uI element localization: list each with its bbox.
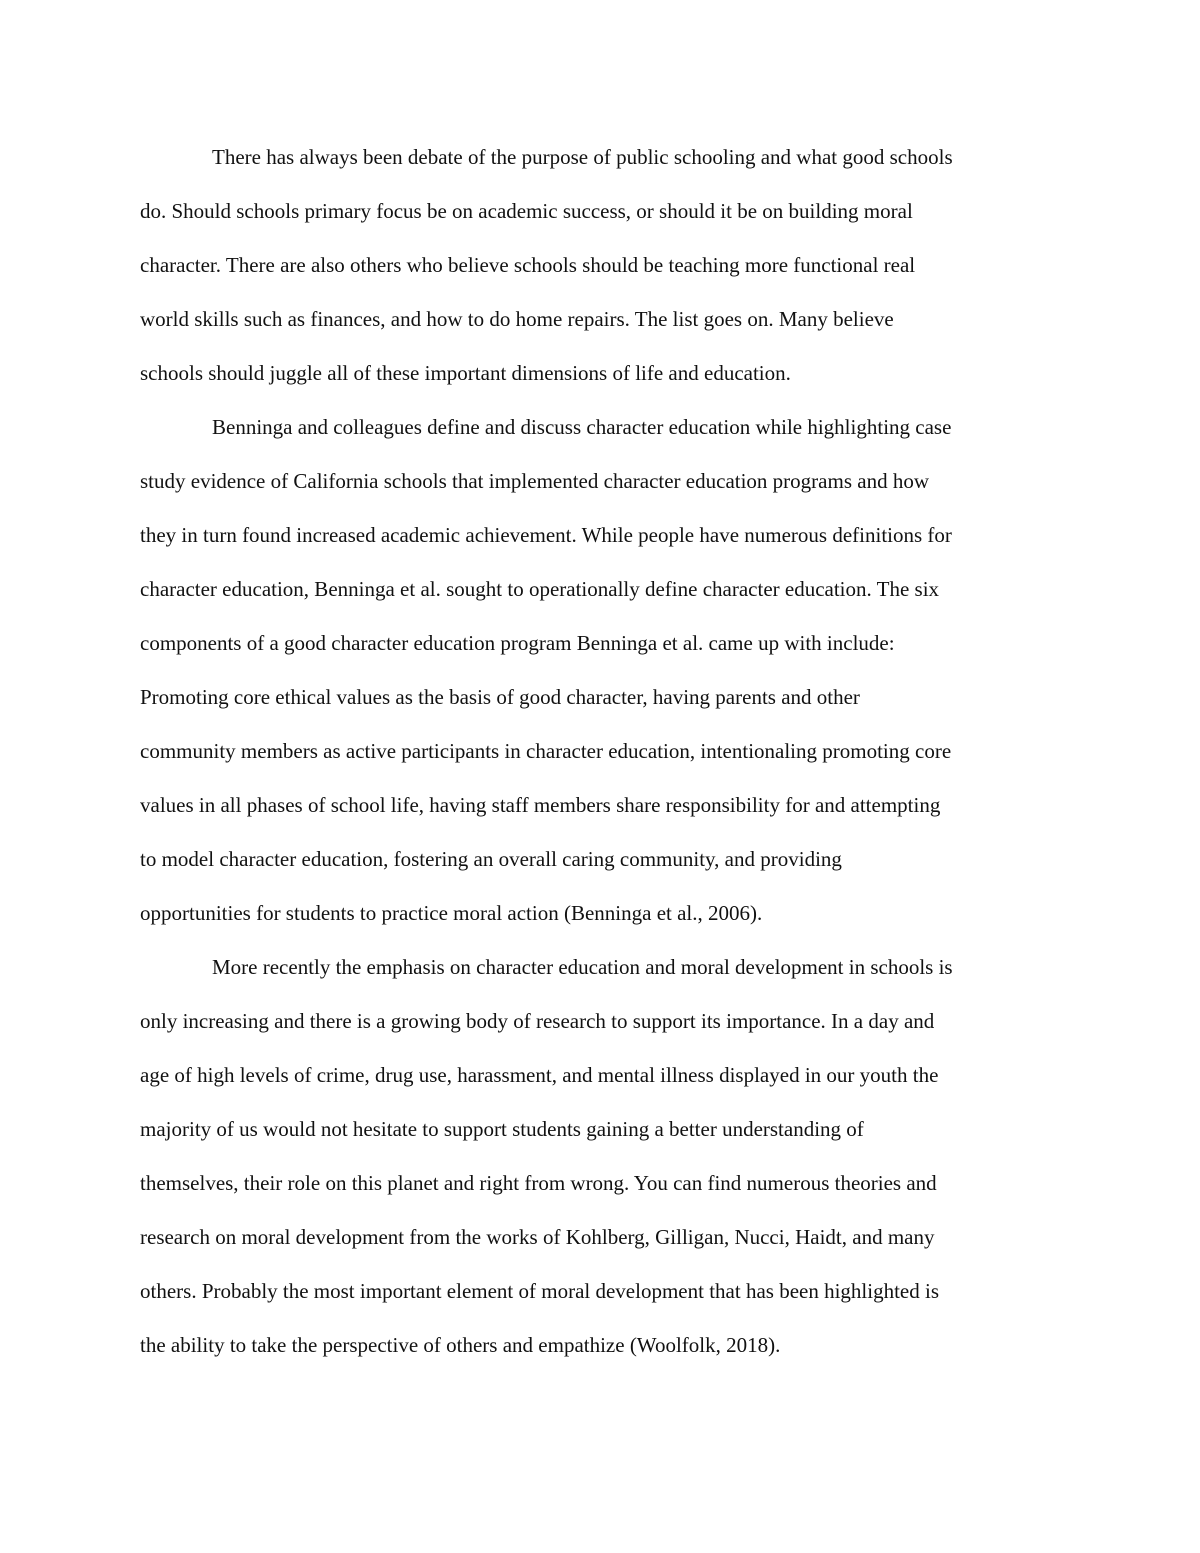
paragraph-line: community members as active participants in character education, intentionaling promoting core bbox=[140, 739, 952, 763]
paragraph-line: character education, Benninga et al. sought to operationally define character education. The six bbox=[140, 577, 940, 601]
paragraph-line: do. Should schools primary focus be on academic success, or should it be on building moral bbox=[140, 199, 913, 223]
paragraph-line: study evidence of California schools that implemented character education programs and how bbox=[140, 469, 929, 493]
paragraph-line: schools should juggle all of these important dimensions of life and education. bbox=[140, 361, 791, 385]
paragraph-line: Promoting core ethical values as the basis of good character, having parents and other bbox=[140, 685, 860, 709]
paragraph-line: age of high levels of crime, drug use, harassment, and mental illness displayed in our youth the bbox=[140, 1063, 939, 1087]
paragraph-line: the ability to take the perspective of others and empathize (Woolfolk, 2018). bbox=[140, 1333, 781, 1357]
paragraph-line: they in turn found increased academic achievement. While people have numerous definitions for bbox=[140, 523, 952, 547]
paragraph-line: opportunities for students to practice moral action (Benninga et al., 2006). bbox=[140, 901, 763, 925]
paragraph-line: components of a good character education program Benninga et al. came up with include: bbox=[140, 631, 895, 655]
paragraph-line: More recently the emphasis on character education and moral development in schools is bbox=[212, 955, 953, 979]
paragraph-3 bbox=[140, 940, 1058, 1372]
paragraph-line: majority of us would not hesitate to support students gaining a better understanding of bbox=[140, 1117, 864, 1141]
paragraph-line: others. Probably the most important element of moral development that has been highlighted is bbox=[140, 1279, 939, 1303]
paragraph-line: research on moral development from the works of Kohlberg, Gilligan, Nucci, Haidt, and many bbox=[140, 1225, 935, 1249]
paragraph-line: Benninga and colleagues define and discuss character education while highlighting case bbox=[212, 415, 952, 439]
paragraph-line: There has always been debate of the purpose of public schooling and what good schools bbox=[212, 145, 953, 169]
paragraph-line: values in all phases of school life, having staff members share responsibility for and attempting bbox=[140, 793, 941, 817]
paragraph-line: themselves, their role on this planet and right from wrong. You can find numerous theories and bbox=[140, 1171, 937, 1195]
document-body bbox=[140, 130, 1058, 1372]
paragraph-2 bbox=[140, 400, 1058, 940]
paragraph-line: world skills such as finances, and how to do home repairs. The list goes on. Many believe bbox=[140, 307, 894, 331]
paragraph-line: character. There are also others who believe schools should be teaching more functional real bbox=[140, 253, 916, 277]
paragraph-1 bbox=[140, 130, 1058, 400]
paragraph-line: to model character education, fostering an overall caring community, and providing bbox=[140, 847, 842, 871]
paragraph-line: only increasing and there is a growing body of research to support its importance. In a day and bbox=[140, 1009, 935, 1033]
